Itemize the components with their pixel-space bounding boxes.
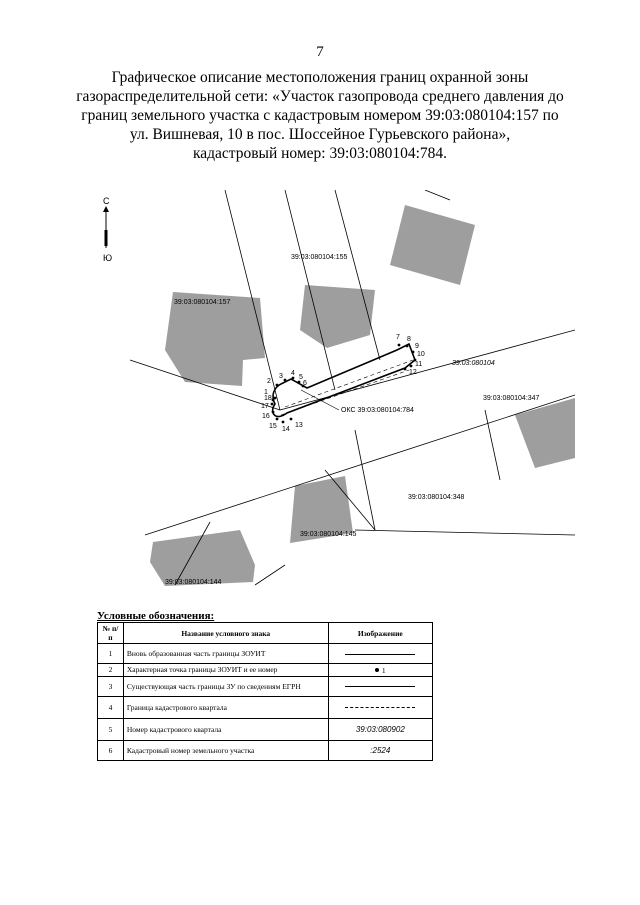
compass-south-label: Ю: [103, 253, 113, 263]
legend-row-name: Вновь образованная часть границы ЗОУИТ: [123, 644, 328, 664]
parcel-label: 39:03:080104:155: [291, 254, 348, 261]
point-number: 8: [407, 336, 411, 343]
point-number: 17: [261, 403, 269, 410]
legend-row: [98, 740, 433, 760]
legend-header-row: [98, 623, 433, 644]
legend-row-name: Номер кадастрового квартала: [123, 718, 328, 740]
title-line: границ земельного участка с кадастровым номером 39:03:080104:157 по: [81, 107, 559, 124]
title-line: Графическое описание местоположения границ охранной зоны: [111, 69, 529, 86]
legend-header-name: Название условного знака: [123, 623, 328, 644]
quarter-boundary-line-icon: [345, 707, 415, 708]
legend-row-name: Кадастровый номер земельного участка: [123, 740, 328, 760]
building: [515, 398, 575, 468]
legend-row-name: Характерная точка границы ЗОУИТ и ее номер: [123, 664, 328, 677]
legend-row-num: 5: [98, 718, 124, 740]
legend-row-num: 4: [98, 696, 124, 718]
legend-row-num: 1: [98, 644, 124, 664]
point-number: 4: [291, 370, 295, 377]
legend-row-image: [328, 664, 432, 677]
point-number: 18: [264, 395, 272, 402]
boundary-point: [276, 418, 279, 421]
boundary-point: [412, 351, 415, 354]
boundary-point: [298, 381, 301, 384]
legend-row: [98, 676, 433, 696]
compass-north-label: С: [103, 196, 110, 206]
point-number: 12: [409, 369, 417, 376]
new-boundary-line-icon: [345, 654, 415, 655]
legend-header-num: № п/ п: [98, 623, 124, 644]
parcel-label: 39:03:080104:145: [300, 531, 357, 538]
building: [150, 530, 255, 586]
boundary-point: [272, 399, 275, 402]
legend-title: Условные обозначения:: [97, 610, 215, 622]
point-number: 5: [299, 374, 303, 381]
legend-row: [98, 718, 433, 740]
page-number: 7: [316, 44, 324, 60]
point-sample-number: 1: [381, 665, 386, 675]
boundary-point: [292, 377, 295, 380]
parcel-label: 39:03:080104:144: [165, 579, 222, 586]
legend-row-image: 39:03:080902: [328, 718, 432, 740]
building: [165, 292, 265, 386]
boundary-point: [276, 384, 279, 387]
legend-row-num: 6: [98, 740, 124, 760]
boundary-point: [271, 403, 274, 406]
point-number: 13: [295, 422, 303, 429]
point-number: 15: [269, 423, 277, 430]
title-line: кадастровый номер: 39:03:080104:784.: [192, 145, 448, 162]
boundary-point: [282, 421, 285, 424]
parcel-label: 39:03:080104:348: [408, 494, 465, 501]
building: [390, 205, 475, 285]
legend-row-num: 2: [98, 664, 124, 677]
legend-row: [98, 664, 433, 677]
point-number: 14: [282, 426, 290, 433]
legend-row-image: [328, 644, 432, 664]
point-number: 6: [303, 380, 307, 387]
parcel-label: 39:03:080104: [452, 360, 495, 367]
legend-row: [98, 696, 433, 718]
point-number: 3: [279, 373, 283, 380]
boundary-point: [398, 344, 401, 347]
legend-header-image: Изображение: [328, 623, 432, 644]
boundary-point: [272, 411, 275, 414]
point-number: 7: [396, 334, 400, 341]
compass-icon: [103, 196, 112, 263]
boundary-point: [290, 418, 293, 421]
cadastral-map: [95, 190, 575, 595]
title-line: ул. Вишневая, 10 в пос. Шоссейное Гурьевского района»,: [129, 126, 511, 143]
boundary-point: [406, 345, 409, 348]
existing-boundary-line-icon: [345, 686, 415, 687]
boundary-point: [410, 365, 413, 368]
legend-row-image: [328, 696, 432, 718]
point-number: 11: [415, 361, 423, 368]
point-dot-icon: [375, 668, 379, 672]
parcel-label: 39:03:080104:157: [174, 299, 231, 306]
point-number: 9: [415, 343, 419, 350]
boundary-point: [274, 397, 277, 400]
point-number: 1: [264, 389, 268, 396]
legend-row: [98, 644, 433, 664]
pipeline-corridor: [273, 344, 415, 417]
legend-row-image: :2524: [328, 740, 432, 760]
legend-row-name: Граница кадастрового квартала: [123, 696, 328, 718]
boundary-point: [284, 379, 287, 382]
legend-table: [97, 622, 433, 761]
point-number: 10: [417, 351, 425, 358]
legend-row-num: 3: [98, 676, 124, 696]
point-number: 16: [262, 413, 270, 420]
boundary-point: [404, 368, 407, 371]
legend-row-image: [328, 676, 432, 696]
point-number: 2: [267, 378, 271, 385]
parcel-label: 39:03:080104:347: [483, 395, 540, 402]
title-line: газораспределительной сети: «Участок газопровода среднего давления до: [76, 88, 564, 105]
parcel-label: ОКС 39:03:080104:784: [341, 407, 414, 414]
legend-row-name: Существующая часть границы ЗУ по сведениям ЕГРН: [123, 676, 328, 696]
document-title: [60, 68, 580, 163]
